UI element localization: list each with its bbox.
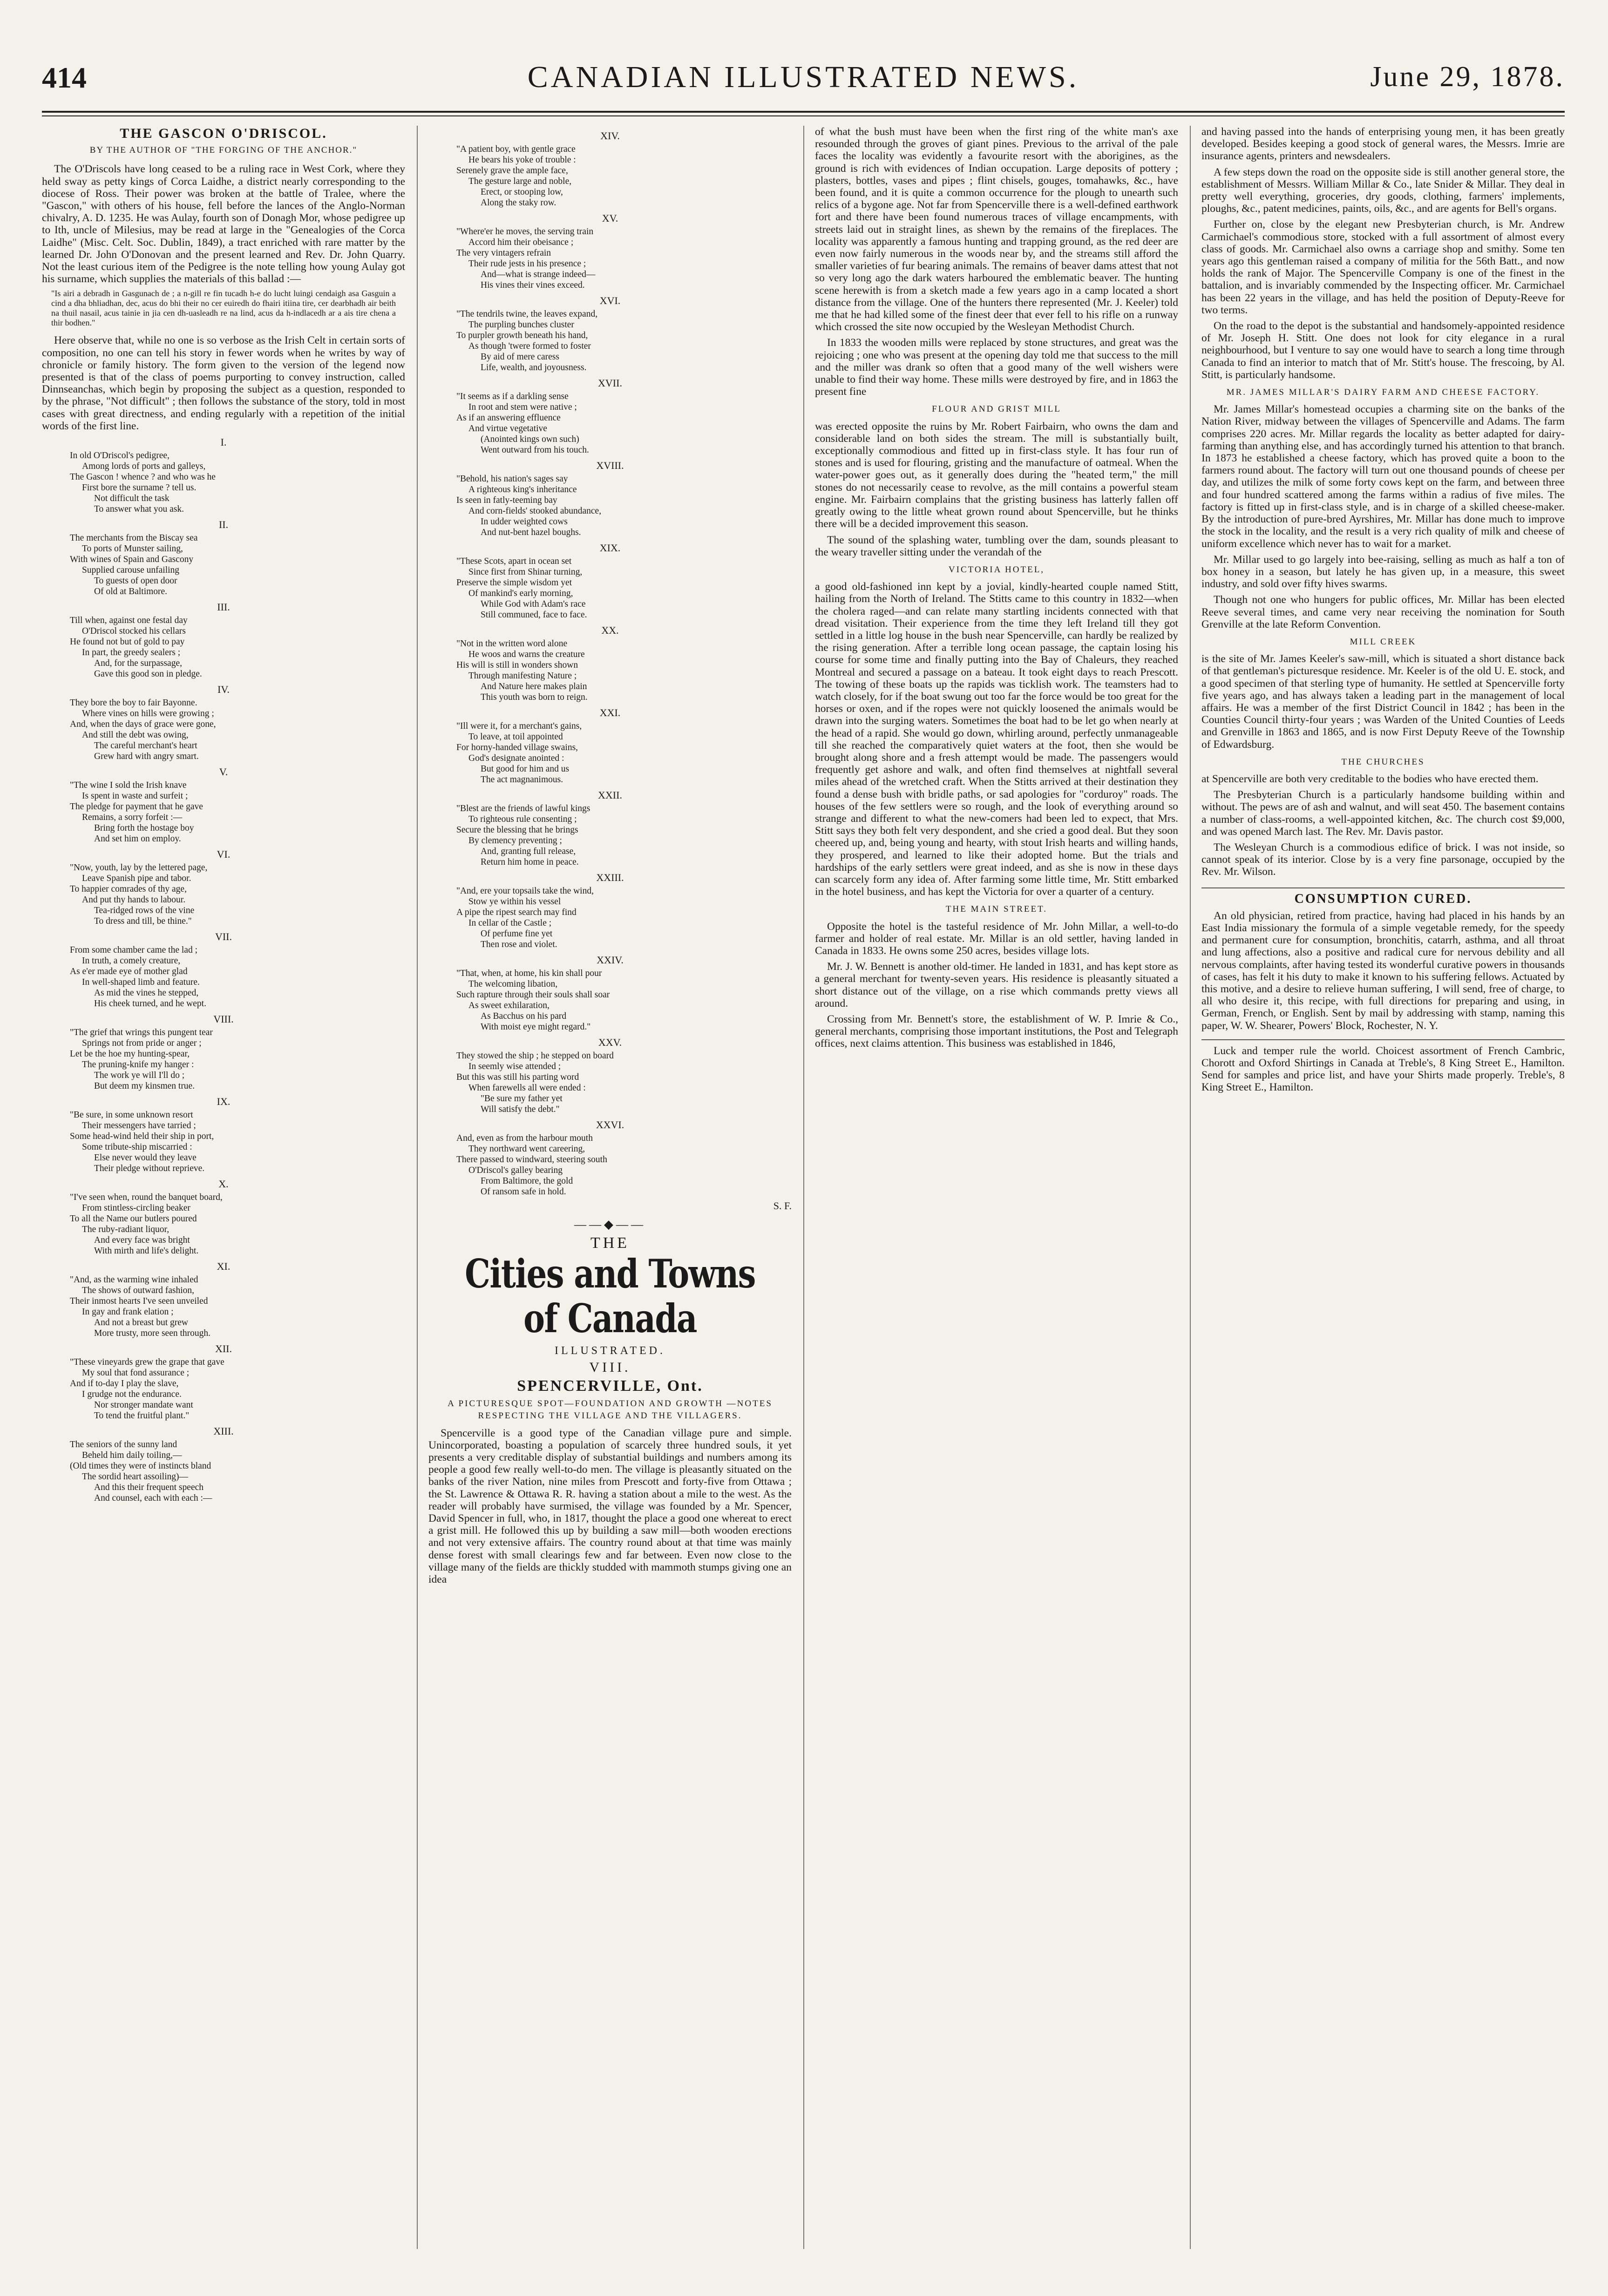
poem-stanza [70, 1014, 405, 1091]
masthead [42, 51, 1565, 107]
poem-stanza [456, 460, 792, 538]
article-subtitle: A PICTURESQUE SPOT—FOUNDATION AND GROWTH —NOTES RESPECTING THE VILLAGE AND THE VILLAGERS. [448, 1399, 773, 1421]
poem-line: Secure the blessing that he brings [456, 825, 578, 835]
poem-stanza [456, 872, 792, 950]
dairy-text-2: Mr. Millar used to go largely into bee-raising, selling as much as half a ton of box honey in a season, but lately he has given up, in a measure, this sweet industry, and sold over fifty hives swarms. [1201, 553, 1565, 590]
stanza-number: XXIII. [596, 872, 624, 883]
poem-line: Till when, against one festal day [70, 616, 188, 626]
poem-line: Will satisfy the debt." [481, 1104, 560, 1114]
section-heading-hotel: VICTORIA HOTEL, [948, 564, 1045, 575]
poem-line: A pipe the ripest search may find [456, 908, 577, 917]
poem-line: Life, wealth, and joyousness. [481, 363, 587, 373]
poem-line: For horny-handed village swains, [456, 743, 578, 752]
poem-stanza [456, 542, 792, 620]
poem-line: In udder weighted cows [481, 517, 568, 527]
poem-line: "Be sure my father yet [481, 1094, 563, 1104]
poem-line: Of old at Baltimore. [94, 587, 168, 597]
poem-line: He bears his yoke of trouble : [468, 155, 576, 165]
ad-trebles-text: Luck and temper rule the world. Choicest assortment of French Cambric, Chorott and Oxford Shirtings in Canada at Treble's, 8 King Street E., Hamilton. Send for samples and price list, and have your Shirts made properly. Treble's, 8 King Street E., Hamilton. [1201, 1044, 1565, 1094]
poem-stanza [70, 1426, 405, 1504]
poem-line: To righteous rule consenting ; [468, 814, 577, 824]
poem-stanzas-part2 [428, 130, 792, 1197]
poem-line: Supplied carouse unfailing [82, 565, 180, 576]
poem-line: Accord him their obeisance ; [468, 237, 574, 247]
poem-line: The pruning-knife my hanger : [82, 1060, 194, 1070]
poem-stanza [70, 602, 405, 679]
series-number: VIII. [589, 1359, 631, 1375]
poem-line: "Ill were it, for a merchant's gains, [456, 721, 582, 731]
poem-line: Went outward from his touch. [481, 445, 589, 455]
poem-line: And still the debt was owing, [82, 730, 189, 740]
poem-line: The act magnanimous. [481, 775, 563, 785]
poem-stanza [456, 707, 792, 785]
main-street-text-2: Mr. J. W. Bennett is another old-timer. He landed in 1831, and has kept store as a general merchant for twenty-seven years. His residence is pleasantly situated a short distance out of the village, on a rise which commands pretty views all around. [815, 961, 1178, 1009]
poem-line: God's designate anointed : [468, 753, 564, 763]
gascon-commentary: Here observe that, while no one is so verbose as the Irish Celt in certain sorts of composition, no one can tell his story in fewer words when he writes by way of chronicle or family history. The form given to the version of the legend now presented is that of the class of poems purporting to convey instruction, called Dinnseanchas, which begin by proposing the subject as a question, responded to by the phrase, "Not difficult" ; then follows the substance of the story, told in most cases with great directness, and ending regularly with a repetition of the initial words of the first line. [42, 334, 405, 432]
poem-line: In cellar of the Castle ; [468, 918, 552, 928]
series-illustrated: ILLUSTRATED. [555, 1344, 665, 1357]
poem-line: More trusty, more seen through. [94, 1328, 211, 1339]
poem-line: "And, as the warming wine inhaled [70, 1275, 198, 1285]
section-heading-main-street: THE MAIN STREET. [945, 904, 1048, 914]
stanza-number: VIII. [213, 1013, 234, 1025]
section-heading-flour-mill: FLOUR AND GRIST MILL [932, 404, 1061, 414]
poem-line: From Baltimore, the gold [481, 1176, 573, 1186]
poem-stanza [70, 766, 405, 844]
poem-line: Their inmost hearts I've seen unveiled [70, 1296, 208, 1307]
stanza-number: VII. [215, 931, 232, 943]
poem-line: He woos and warns the creature [468, 650, 585, 659]
poem-line: "A patient boy, with gentle grace [456, 144, 576, 154]
poem-line: In part, the greedy sealers ; [82, 648, 181, 658]
poem-line: "These Scots, apart in ocean set [456, 556, 572, 566]
stanza-number: XV. [602, 212, 618, 224]
stanza-number: XIX. [599, 542, 621, 554]
poem-line: Stow ye within his vessel [468, 897, 561, 907]
spencerville-mills: In 1833 the wooden mills were replaced by stone structures, and great was the rejoicing ; one who was present at the opening day told me that success to the mill and the miller was drank so often that a good many of the well wishers were unable to find their way home. These mills were destroyed by fire, and in 1863 the present fine [815, 337, 1178, 398]
poem-line: But this was still his parting word [456, 1072, 579, 1082]
poem-line: Some tribute-ship miscarried : [82, 1142, 192, 1152]
poem-line: "The tendrils twine, the leaves expand, [456, 309, 598, 319]
stanza-number: IX. [217, 1096, 231, 1108]
issue-date: June 29, 1878. [1370, 61, 1565, 93]
stanza-number: XXII. [598, 789, 622, 801]
poem-line: While God with Adam's race [481, 599, 586, 609]
poem-line: They bore the boy to fair Bayonne. [70, 698, 197, 708]
poem-line: And Nature here makes plain [481, 682, 587, 691]
poem-line: To leave, at toil appointed [468, 732, 563, 742]
column-1 [42, 126, 405, 2268]
poem-stanza [70, 931, 405, 1009]
dairy-text-3: Though not one who hungers for public offices, Mr. Millar has been elected Reeve several times, and came very near receiving the nomination for South Grenville at the late Reform Convention. [1201, 594, 1565, 630]
poem-line: "Blest are the friends of lawful kings [456, 804, 590, 813]
hotel-text: a good old-fashioned inn kept by a jovial, kindly-hearted couple named Stitt, hailing from the North of Ireland. The Stitts came to this country in 1832—when the cholera raged—and can relate many startling incidents connected with that dread visitation. Their experience from the time they left Ireland till they got settled in a little log house in the bush near Spencerville, can hardly be realized by the rising generation. After a terrible long ocean passage, the captain losing his course for some time and finally putting into the Bay of Chaleurs, they reached Montreal and secured a passage on a bateau. It took eight days to reach Prescott. The towing of these boats up the rapids was ticklish work. The teamsters had to watch closely, for if the boat swung out too far the force would be too great for the horses or oxen, and if the ropes were not quickly loosened the animals would be drawn into the surging waters. Sometimes the boat had to be let go when nearly at the head of a rapid. She would go down, whirling around, perfectly unmanageable till she reached the comparatively quiet waters at the foot, then she would be brought along shore and a fresh attempt would be made. The passengers would frequently get ashore and walk, and often find themselves at nightfall several miles ahead of the wretched craft. When the Stitts arrived at their destination they found a dense bush with bridle paths, or sad apologies for "corduroy" roads. The houses of the few settlers were so rough, and the look of everything around so strange and different to what the new-comers had been led to expect, that Mrs. Stitt says they both felt very despondent, and she cried a good deal. But they soon cheered up, and, being young and hearty, with stout Irish hearts and willing hands, they prospered, and learned to like their adopted home. But the trials and hardships of the early settlers were great indeed, and as she is now in these days can scarcely form any idea of. After farming some little time, Mr. Stitt embarked in the hotel business, and has kept the Victoria for over a quarter of a century. [815, 581, 1178, 898]
column-divider [803, 126, 804, 2249]
poem-line: This youth was born to reign. [481, 692, 588, 702]
poem-stanza [70, 1261, 405, 1339]
poem-line: Beheld him daily toiling,— [82, 1450, 182, 1461]
poem-line: His will is still in wonders shown [456, 660, 578, 670]
poem-line: With wines of Spain and Gascony [70, 555, 194, 565]
poem-line: And virtue vegetative [468, 424, 547, 433]
poem-line: And set him on employ. [94, 834, 181, 844]
stanza-number: XI. [217, 1260, 231, 1273]
poem-line: The sordid heart assoiling)— [82, 1472, 188, 1482]
poem-stanza [456, 378, 792, 455]
poem-line: His cheek turned, and he wept. [94, 999, 206, 1009]
poem-line: And, when the days of grace were gone, [70, 719, 216, 730]
poem-line: (Old times they were of instincts bland [70, 1461, 211, 1471]
poem-line: When farewells all were ended : [468, 1083, 586, 1093]
poem-stanza [456, 295, 792, 373]
poem-line: Such rapture through their souls shall soar [456, 990, 610, 1000]
poem-line: My soul that fond assurance ; [82, 1368, 190, 1378]
poem-line: To tend the fruitful plant." [94, 1411, 190, 1421]
poem-line: And—what is strange indeed— [481, 270, 596, 279]
poem-line: Let be the hoe my hunting-spear, [70, 1049, 190, 1059]
poem-line: O'Driscol's galley bearing [468, 1165, 563, 1175]
poem-line: Then rose and violet. [481, 940, 557, 949]
series-the: THE [590, 1234, 630, 1252]
poem-line: Since first from Shinar turning, [468, 567, 583, 577]
section-heading-dairy: MR. JAMES MILLAR'S DAIRY FARM AND CHEESE FACTORY. [1226, 387, 1540, 398]
flour-mill-text-2: The sound of the splashing water, tumbling over the dam, sounds pleasant to the weary traveller sitting under the verandah of the [815, 534, 1178, 558]
poem-line: As Bacchus on his pard [481, 1011, 567, 1021]
column-2 [428, 126, 792, 2268]
poem-stanza [456, 1037, 792, 1115]
poem-line: To answer what you ask. [94, 504, 184, 515]
poem-line: Of perfume fine yet [481, 929, 553, 939]
poem-line: And if to-day I play the slave, [70, 1379, 179, 1389]
poem-line: By clemency preventing ; [468, 836, 562, 846]
poem-line: His vines their vines exceed. [481, 280, 585, 290]
poem-line: The ruby-radiant liquor, [82, 1225, 170, 1235]
stitt-residence-text: On the road to the depot is the substantial and handsomely-appointed residence of Mr. Joseph H. Stitt. One does not look for city elegance in a rural neighbourhood, but I venture to say one would have to search a long time through Canada to find an interior to match that of Mr. Stitt's house. The frescoing, by Al. Stitt, is particularly handsome. [1201, 320, 1565, 381]
poem-line: The work ye will I'll do ; [94, 1070, 185, 1081]
column-divider [417, 126, 418, 2249]
poem-line: "The grief that wrings this pungent tear [70, 1028, 213, 1038]
stanza-number: XIII. [213, 1425, 234, 1437]
poem-line: As sweet exhilaration, [468, 1001, 550, 1010]
poem-line: "And, ere your topsails take the wind, [456, 886, 594, 896]
poem-line: "Now, youth, lay by the lettered page, [70, 863, 208, 873]
poem-line: To purpler growth beneath his hand, [456, 331, 588, 340]
poem-line: Along the staky row. [481, 198, 556, 208]
poem-stanza [70, 437, 405, 515]
poem-line: And, even as from the harbour mouth [456, 1133, 593, 1143]
poem-stanza [456, 790, 792, 867]
poem-line: The welcoming libation, [468, 979, 558, 989]
poem-line: In well-shaped limb and feature. [82, 977, 200, 988]
column-3 [815, 126, 1178, 2268]
poem-line: But deem my kinsmen true. [94, 1081, 195, 1091]
main-street-text: Opposite the hotel is the tasteful residence of Mr. John Millar, a well-to-do farmer and holder of real estate. Mr. Millar is an old settler, having landed in Canada in 1833. He owns some 250 acres, besides village lots. [815, 920, 1178, 957]
poem-line: Of mankind's early morning, [468, 589, 573, 598]
poem-stanza [70, 849, 405, 927]
series-title: Cities and Towns of Canada [465, 1250, 755, 1341]
stanza-number: XXVI. [596, 1119, 624, 1131]
poem-line: Nor stronger mandate want [94, 1400, 193, 1410]
poem-line: The purpling bunches cluster [468, 320, 574, 330]
newspaper-title: CANADIAN ILLUSTRATED NEWS. [527, 60, 1079, 94]
poem-line: Serenely grave the ample face, [456, 166, 568, 176]
stanza-number: XVII. [598, 377, 622, 389]
poem-line: The pledge for payment that he gave [70, 802, 203, 812]
poem-line: The gesture large and noble, [468, 176, 572, 186]
poem-line: Leave Spanish pipe and tabor. [82, 874, 191, 884]
section-heading-mill-creek: MILL CREEK [1350, 637, 1417, 647]
poem-line: The merchants from the Biscay sea [70, 533, 198, 543]
poem-line: Their pledge without reprieve. [94, 1164, 205, 1174]
poem-line: The shows of outward fashion, [82, 1286, 194, 1296]
imrie-text: and having passed into the hands of enterprising young men, it has been greatly developed. Besides keeping a good stock of general wares, the Messrs. Imrie are insurance agents, printers and newsdealers. [1201, 126, 1565, 163]
stanza-number: XX. [601, 624, 619, 636]
poem-line: Of ransom safe in hold. [481, 1187, 566, 1197]
poem-line: Some head-wind held their ship in port, [70, 1131, 214, 1142]
poem-line: "These vineyards grew the grape that gave [70, 1357, 224, 1368]
poem-line: Grew hard with angry smart. [94, 752, 199, 762]
stanza-number: XXV. [598, 1036, 622, 1048]
poem-stanzas-part1 [42, 437, 405, 1504]
article-title-gascon: THE GASCON O'DRISCOL. [120, 126, 327, 141]
stanza-number: XXI. [599, 707, 621, 718]
poem-line: As mid the vines he stepped, [94, 988, 199, 998]
poem-line: From stintless-circling beaker [82, 1203, 190, 1213]
poem-line: The Gascon ! whence ? and who was he [70, 472, 216, 482]
ornamental-divider: ——◆—— [574, 1218, 646, 1232]
poem-line: The careful merchant's heart [94, 741, 197, 751]
flour-mill-text: was erected opposite the ruins by Mr. Robert Fairbairn, who owns the dam and considerable land on both sides the stream. The mill is substantially built, exceptionally commodious and fitted up in first-class style. It has four run of stones and is used for flouring, gristing and the manufacture of oatmeal. When the water-power goes out, as it generally does during the "heated term," the mill stones do not necessarily cease to revolve, as the mill contains a powerful steam engine. Mr. Fairbairn complains that the gristing business has latterly fallen off greatly owing to the little wheat grown round about Spencerville, but he thinks there will be a decided improvement this season. [815, 420, 1178, 530]
stanza-number: III. [217, 601, 230, 613]
poem-line: To happier comrades of thy age, [70, 884, 187, 894]
poem-line: Their messengers have tarried ; [82, 1121, 196, 1131]
stanza-number: II. [218, 519, 229, 531]
poem-line: From some chamber came the lad ; [70, 945, 197, 955]
millar-store-text: A few steps down the road on the opposite side is still another general store, the establishment of Messrs. William Millar & Co., late Snider & Millar. They deal in pretty well everything, groceries, dry goods, clothing, farmers' implements, ploughs, &c., patent medicines, paints, oils, &c., and are agents for Bell's organs. [1201, 166, 1565, 215]
poem-line: To guests of open door [94, 576, 177, 586]
column-4 [1201, 126, 1565, 2268]
article-byline: BY THE AUTHOR OF "THE FORGING OF THE ANCHOR." [89, 145, 358, 156]
poem-line: Where vines on hills were growing ; [82, 709, 214, 719]
carmichael-text: Further on, close by the elegant new Presbyterian church, is Mr. Andrew Carmichael's commodious store, stocked with a full assortment of almost every class of goods. Mr. Carmichael also owns a carriage shop and smithy. Some ten years ago this gentleman raised a company of militia for the 56th Batt., and now holds the rank of Major. The Spencerville Company is one of the finest in the battalion, and is invariably commended by the Inspecting officer. Mr. Carmichael has been 22 years in the village, and has held the position of Deputy-Reeve for two terms. [1201, 218, 1565, 316]
stanza-number: I. [220, 436, 227, 448]
poem-line: And, granting full release, [481, 847, 576, 856]
poem-line: The very vintagers refrain [456, 248, 551, 258]
ad-heading-consumption: CONSUMPTION CURED. [1201, 887, 1565, 905]
dairy-text: Mr. James Millar's homestead occupies a charming site on the banks of the Nation River, midway between the villages of Spencerville and Adams. The farm comprises 220 acres. Mr. Millar regards the locality as better adapted for dairy-farming than anything else, and has accordingly turned his attention to that branch. In 1873 he established a cheese factory, which has proved quite a boon to the farmers round about. The factory will turn out one thousand pounds of cheese per day, and utilizes the milk of some forty cows kept on the farm, and between three and four hundred scattered among the farms within a radius of five miles. The factory is fitted up in first-class style, and is in charge of a skilled cheese-maker. By the introduction of pure-bred Ayrshires, Mr. Millar has done much to improve the stock in the locality, and the result is a very rich quality of milk and cheese of uniform excellence which never has to wait for a market. [1201, 403, 1565, 550]
churches-text-2: The Presbyterian Church is a particularly handsome building within and without. The pews are of ash and walnut, and will seat 450. The basement contains a number of class-rooms, a well-appointed kitchen, &c. The church cost $9,000, and was opened March last. The Rev. Mr. Davis pastor. [1201, 789, 1565, 838]
poem-line: Springs not from pride or anger ; [82, 1038, 202, 1049]
stanza-number: V. [219, 766, 228, 778]
poem-line: He found not but of gold to pay [70, 637, 185, 647]
stanza-number: XVIII. [596, 460, 624, 471]
stanza-number: XIV. [600, 130, 620, 142]
poem-line: In old O'Driscol's pedigree, [70, 451, 170, 461]
poem-line: They stowed the ship ; he stepped on board [456, 1051, 614, 1061]
poem-line: But good for him and us [481, 764, 570, 774]
poem-line: To dress and till, be thine." [94, 916, 192, 927]
poem-stanza [70, 1343, 405, 1421]
poem-line: O'Driscol stocked his cellars [82, 626, 186, 637]
masthead-rule-thin [42, 115, 1565, 116]
spencerville-intro: Spencerville is a good type of the Canadian village pure and simple. Unincorporated, boasting a population of scarcely three hundred souls, it yet presents a very creditable display of substantial buildings and numbers among its people a good few really well-to-do men. The village is pleasantly situated on the banks of the river Nation, nine miles from Prescott and forty-five from Ottawa ; the St. Lawrence & Ottawa R. R. having a station about a mile to the west. As the reader will probably have surmised, the village was founded by a Mr. Spencer, David Spencer in full, who, in 1817, thought the place a good one whereat to erect a grist mill. He followed this up by building a saw mill—both wooden erections and not very extensive affairs. The country round about at that time was mainly dense forest with small clearings few and far between. Even now close to the village many of the fields are thickly studded with mammoth stumps giving one an idea [428, 1427, 792, 1586]
gaelic-quotation: "Is airi a debradh in Gasgunach de ; a n-gill re fin tucadh h-e do lucht luingi cendaigh asa Gasguin a cind a dha bhliadhan, dec, acus do bhi their no cer euiredh do fhairi itiina tire, cer dearbhadh air beith na thuil nasail, acus tainie in jia cen dh-uasleadh re na lind, acus da h-indlacedh ar a ais tire chena a thir bodhen." [51, 289, 396, 328]
place-heading: SPENCERVILLE, Ont. [517, 1377, 703, 1395]
page-number: 414 [42, 61, 87, 94]
poem-line: In root and stem were native ; [468, 402, 577, 412]
poem-line: A righteous king's inheritance [468, 485, 577, 494]
poem-stanza [456, 625, 792, 703]
churches-text: at Spencerville are both very creditable to the bodies who have erected them. [1201, 772, 1539, 785]
poem-line: To all the Name our butlers poured [70, 1214, 197, 1224]
poem-line: And not a breast but grew [94, 1318, 188, 1328]
poem-line: Is seen in fatly-teeming bay [456, 495, 557, 505]
gascon-intro: The O'Driscols have long ceased to be a ruling race in West Cork, where they held sway as petty kings of Corca Laidhe, a district nearly corresponding to the diocese of Ross. Their power was broken at the battle of Tralee, where the "Gascon," with others of his house, fell before the lances of the Anglo-Norman chivalry, A. D. 1235. He was Aulay, fourth son of Donagh Mor, whose pedigree up to Ith, uncle of Milesius, may be read at large in the "Genealogies of the Corca Laidhe" (Misc. Celt. Soc. Dublin, 1849), a tract enriched with rare matter by the learned Dr. John O'Donovan and the present learned and Rev. Dr. John Quarry. Not the least curious item of the Pedigree is the note telling how young Aulay got his surname, which supplies the materials of this ballad :— [42, 163, 405, 285]
poem-line: Not difficult the task [94, 494, 170, 504]
poem-line: To ports of Munster sailing, [82, 544, 183, 554]
poem-line: "That, when, at home, his kin shall pour [456, 969, 602, 978]
section-heading-churches: THE CHURCHES [1341, 757, 1425, 767]
main-street-text-3: Crossing from Mr. Bennett's store, the establishment of W. P. Imrie & Co., general merchants, comprising those important institutions, the Post and Telegraph offices, next claims attention. This business was established in 1846, [815, 1013, 1178, 1050]
poem-line: Erect, or stooping low, [481, 187, 563, 197]
stanza-number: IV. [217, 684, 230, 696]
poem-line: And, for the surpassage, [94, 658, 182, 669]
poem-line: In gay and frank elation ; [82, 1307, 174, 1317]
poem-line: "I've seen when, round the banquet board, [70, 1192, 223, 1203]
poem-stanza [70, 1178, 405, 1256]
poem-line: "Behold, his nation's sages say [456, 474, 568, 484]
poem-line: There passed to windward, steering south [456, 1155, 607, 1165]
stanza-number: XII. [215, 1343, 232, 1355]
poem-line: Still communed, face to face. [481, 610, 587, 620]
poem-line: Return him home in peace. [481, 857, 579, 867]
poem-line: "Where'er he moves, the serving train [456, 227, 594, 237]
poem-line: With mirth and life's delight. [94, 1246, 199, 1256]
poem-line: "It seems as if a darkling sense [456, 392, 569, 401]
poem-line: In seemly wise attended ; [468, 1062, 561, 1071]
poem-line: And put thy hands to labour. [82, 895, 186, 905]
poem-line: And nut-bent hazel boughs. [481, 528, 581, 537]
poem-line: As e'er made eye of mother glad [70, 967, 188, 977]
poem-line: With moist eye might regard." [481, 1022, 591, 1032]
poem-line: Is spent in waste and surfeit ; [82, 791, 188, 801]
poem-line: In truth, a comely creature, [82, 956, 181, 966]
poem-line: "The wine I sold the Irish knave [70, 780, 187, 791]
poem-line: "Be sure, in some unknown resort [70, 1110, 193, 1120]
poem-line: Preserve the simple wisdom yet [456, 578, 572, 588]
poem-line: Through manifesting Nature ; [468, 671, 577, 681]
churches-text-3: The Wesleyan Church is a commodious edifice of brick. I was not inside, so cannot speak of its interior. Close by is a very fine parsonage, occupied by the Rev. Mr. Wilson. [1201, 841, 1565, 878]
poem-line: And every face was bright [94, 1235, 190, 1246]
poem-line: Among lords of ports and galleys, [82, 461, 206, 472]
poem-line: I grudge not the endurance. [82, 1389, 182, 1400]
poem-line: First bore the surname ? tell us. [82, 483, 197, 493]
spencerville-history: of what the bush must have been when the first ring of the white man's axe resounded through the groves of giant pines. Previous to the arrival of the pale faces the locality was evidently a favourite resort with the aborigines, as the ground is rich with evidences of Indian occupation. Large deposits of pottery ; plasters, bottles, vases and pipes ; flint chisels, gouges, tomahawks, &c., have been found, and it is quite a common occurrence for the plough to unearth such relics of a bygone age. Not far from Spencerville there is a well-defined earthwork fort and there have been found numerous traces of village encampments, with streets laid out in straight lines, as shewn by the remains of the fireplaces. The locality was apparently a famous hunting and trapping ground, as the red deer are even now fairly numerous in the woods near by, and the streams still afford the smaller varieties of fur bearing animals. The remains of beaver dams attest that not so very long ago the dark waters harboured the emblematic beaver. The hunting scene herewith is from a sketch made a few years ago in a camp located a short distance from the village. One of the hunters there represented (Mr. J. Keeler) told me that he had killed some of the finest deer that ever fell to his rifle on a runway which crossed the site now occupied by the Wesleyan Methodist Church. [815, 126, 1178, 333]
poem-line: (Anointed kings own such) [481, 434, 579, 444]
poem-line: By aid of mere caress [481, 352, 559, 362]
stanza-number: XVI. [599, 295, 621, 306]
poem-line: Their rude jests in his presence ; [468, 259, 586, 269]
poem-line: Tea-ridged rows of the vine [94, 906, 195, 916]
stanza-number: XXIV. [597, 954, 624, 966]
stanza-number: X. [218, 1178, 229, 1190]
poem-line: And counsel, each with each :— [94, 1493, 212, 1504]
mill-creek-text: is the site of Mr. James Keeler's saw-mill, which is situated a short distance back of that gentleman's picturesque residence. Mr. Keeler is of the old U. E. stock, and a good specimen of that sterling type of humanity. He settled at Spencerville forty five years ago, and has always taken a leading part in the management of local affairs. He was a member of the first District Council in 1842 ; has been in the Counties Council thirty-four years ; was Warden of the United Counties of Leeds and Grenville in 1863 and 1865, and is now First Deputy Reeve of the Township of Edwardsburg. [1201, 653, 1565, 751]
poem-line: And corn-fields' stooked abundance, [468, 506, 602, 516]
poem-line: Gave this good son in pledge. [94, 669, 202, 679]
poem-line: As though 'twere formed to foster [468, 341, 591, 351]
poem-line: And this their frequent speech [94, 1483, 204, 1493]
poem-line: "Not in the written word alone [456, 639, 568, 649]
masthead-rule [42, 111, 1565, 113]
poem-stanza [70, 1096, 405, 1174]
poem-stanza [456, 955, 792, 1032]
poem-stanza [456, 130, 792, 208]
column-divider [1190, 126, 1191, 2249]
poem-line: Else never would they leave [94, 1153, 197, 1163]
poem-line: They northward went careering, [468, 1144, 585, 1154]
ad-consumption-text: An old physician, retired from practice, having had placed in his hands by an East India missionary the formula of a simple vegetable remedy, for the speedy and permanent cure for consumption, bronchitis, catarrh, asthma, and all throat and lung affections, also a positive and radical cure for nervous debility and all nervous complaints, after having tested its wonderful curative powers in thousands of cases, has felt it his duty to make it known to his suffering fellows. Actuated by this motive, and a desire to relieve human suffering, I will send, free of charge, to all who desire it, this recipe, with full directions for preparing and using, in German, French, or English. Sent by mail by addressing with stamp, naming this paper, W. W. Shearer, Powers' Block, Rochester, N. Y. [1201, 909, 1565, 1032]
poem-line: As if an answering effluence [456, 413, 561, 423]
poem-stanza [70, 684, 405, 762]
poem-stanza [70, 519, 405, 597]
poem-line: The seniors of the sunny land [70, 1440, 177, 1450]
poem-stanza [456, 213, 792, 291]
poem-line: Bring forth the hostage boy [94, 823, 194, 833]
poem-stanza [456, 1119, 792, 1197]
stanza-number: VI. [217, 848, 231, 860]
poem-signature: S. F. [773, 1200, 792, 1212]
poem-line: Remains, a sorry forfeit :— [82, 813, 182, 823]
